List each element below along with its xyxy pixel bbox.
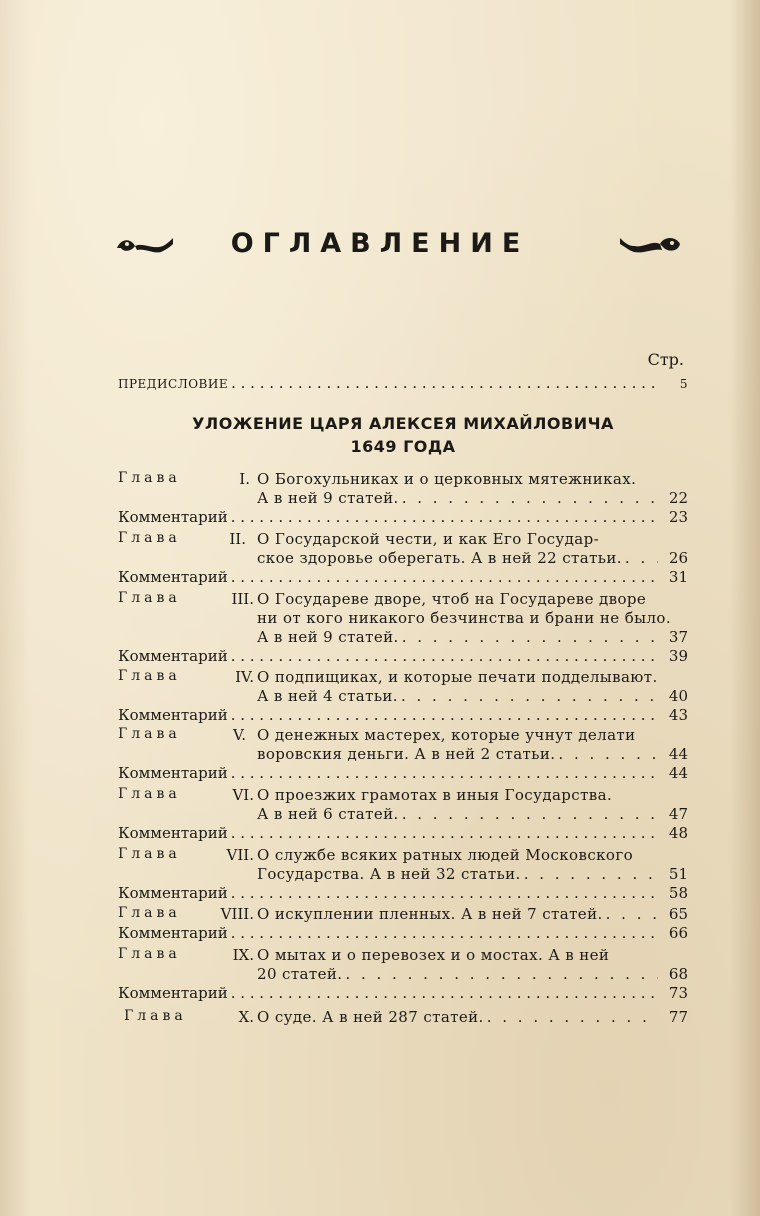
chapter-title-cont <box>257 628 688 648</box>
comment-row[interactable] <box>118 764 688 784</box>
chapter-9[interactable] <box>118 946 688 1006</box>
chapter-title: О Государеве дворе, чтоб на Государеве дворе <box>257 590 647 608</box>
leader-dots <box>399 628 658 646</box>
chapter-title-cont <box>257 805 688 825</box>
chapter-title-line2: А в ней 4 статьи. <box>257 687 398 705</box>
comment-row[interactable] <box>118 508 688 528</box>
section-title-line1: УЛОЖЕНИЕ ЦАРЯ АЛЕКСЕЯ МИХАЙЛОВИЧА <box>192 414 614 433</box>
toc-preface-row[interactable] <box>118 374 688 394</box>
chapter-label: Глава <box>118 470 181 486</box>
chapter-title-cont <box>257 687 688 707</box>
chapter-title: О Богохульниках и о церковных мятежниках. <box>257 470 637 488</box>
chapter-title: О денежных мастерех, которые учнут делати <box>257 726 636 744</box>
chapter-page: 68 <box>668 965 688 983</box>
leader-dots <box>399 805 658 823</box>
chapter-10[interactable] <box>118 1008 688 1030</box>
preface-label: ПРЕДИСЛОВИЕ <box>118 377 229 391</box>
chapter-title-cont <box>257 865 688 885</box>
section-title-line2: 1649 ГОДА <box>350 437 456 456</box>
chapter-title-line2: воровския деньги. А в ней 2 статьи. <box>257 745 556 763</box>
chapter-label: Глава <box>118 530 181 546</box>
leader-dots <box>228 568 660 586</box>
chapter-page: 51 <box>668 865 688 883</box>
chapter-page: 40 <box>668 687 688 705</box>
page-column-label: Стр. <box>647 350 684 369</box>
chapter-page: 65 <box>668 905 688 923</box>
leader-dots <box>484 1008 658 1026</box>
chapter-title-line1b: ни от кого никакого безчинства и брани не было. <box>257 609 671 627</box>
chapter-page: 47 <box>668 805 688 823</box>
leader-dots <box>228 824 660 842</box>
chapter-page: 44 <box>668 745 688 763</box>
comment-page: 48 <box>668 824 688 842</box>
chapter-title-line2: А в ней 9 статей. <box>257 628 399 646</box>
title-row <box>0 226 760 270</box>
chapter-number: VII. <box>226 846 254 864</box>
chapter-title-line2: Государства. А в ней 32 статьи. <box>257 865 521 883</box>
preface-page: 5 <box>679 377 688 391</box>
chapter-page: 22 <box>668 489 688 507</box>
chapter-title: О проезжих грамотах в иныя Государства. <box>257 786 613 804</box>
leader-dots <box>603 905 658 923</box>
chapter-title: О службе всяких ратных людей Московского <box>257 846 634 864</box>
comment-page: 43 <box>668 706 688 724</box>
chapter-label: Глава <box>118 786 181 802</box>
chapter-page: 77 <box>668 1008 688 1026</box>
leader-dots <box>398 687 658 705</box>
chapter-label: Глава <box>118 590 181 606</box>
comment-label: Комментарий <box>118 884 228 902</box>
chapter-title-cont <box>257 905 688 925</box>
chapter-label: Глава <box>124 1008 187 1024</box>
chapter-1[interactable] <box>118 470 688 530</box>
chapter-number: II. <box>229 530 246 548</box>
chapter-number: VI. <box>232 786 254 804</box>
comment-label: Комментарий <box>118 764 228 782</box>
leader-dots <box>342 965 658 983</box>
leader-dots <box>228 374 660 392</box>
chapter-title-line2: А в ней 9 статей. <box>257 489 399 507</box>
comment-row[interactable] <box>118 568 688 588</box>
comment-label: Комментарий <box>118 924 228 942</box>
chapter-5[interactable] <box>118 726 688 786</box>
comment-row[interactable] <box>118 924 688 944</box>
chapter-title: О подпищиках, и которые печати подделывают. <box>257 668 658 686</box>
chapter-label: Глава <box>118 846 181 862</box>
chapter-number: IX. <box>232 946 254 964</box>
chapter-title: О мытах и о перевозех и о мостах. А в ней <box>257 946 610 964</box>
chapter-6[interactable] <box>118 786 688 846</box>
chapter-title-cont <box>257 549 688 569</box>
comment-page: 66 <box>668 924 688 942</box>
chapter-number: IV. <box>235 668 254 686</box>
chapter-number: III. <box>231 590 254 608</box>
comment-page: 31 <box>668 568 688 586</box>
comment-page: 23 <box>668 508 688 526</box>
comment-row[interactable] <box>118 647 688 667</box>
page-title: ОГЛАВЛЕНИЕ <box>230 228 530 259</box>
comment-page: 39 <box>668 647 688 665</box>
leader-dots <box>228 508 660 526</box>
comment-row[interactable] <box>118 984 688 1004</box>
leader-dots <box>228 764 660 782</box>
chapter-title-line2: О искуплении пленных. А в ней 7 статей. <box>257 905 603 923</box>
chapter-number: X. <box>238 1008 254 1026</box>
chapter-label: Глава <box>118 905 181 921</box>
chapter-title-cont <box>257 965 688 985</box>
chapter-page: 26 <box>668 549 688 567</box>
leader-dots <box>228 706 660 724</box>
chapter-title-line2: ское здоровье оберегать. А в ней 22 статьи. <box>257 549 622 567</box>
leader-dots <box>622 549 658 567</box>
chapter-title-line2: 20 статей. <box>257 965 343 983</box>
chapter-title-cont <box>257 489 688 509</box>
leader-dots <box>228 984 660 1002</box>
chapter-label: Глава <box>118 668 181 684</box>
chapter-label: Глава <box>118 726 181 742</box>
leader-dots <box>228 647 660 665</box>
chapter-8[interactable] <box>118 905 688 945</box>
chapter-title: О Государской чести, и как Его Государ- <box>257 530 600 548</box>
leader-dots <box>228 924 660 942</box>
comment-label: Комментарий <box>118 984 228 1002</box>
chapter-3[interactable] <box>118 590 688 670</box>
chapter-title-line2: О суде. А в ней 287 статей. <box>257 1008 484 1026</box>
flourish-right-icon <box>618 234 684 258</box>
chapter-number: I. <box>239 470 250 488</box>
chapter-title-cont <box>257 1008 688 1028</box>
comment-row[interactable] <box>118 884 688 904</box>
leader-dots <box>399 489 658 507</box>
comment-page: 73 <box>668 984 688 1002</box>
leader-dots <box>521 865 658 883</box>
comment-page: 58 <box>668 884 688 902</box>
leader-dots <box>228 884 660 902</box>
chapter-2[interactable] <box>118 530 688 590</box>
comment-label: Комментарий <box>118 568 228 586</box>
chapter-number: VIII. <box>220 905 254 923</box>
chapter-7[interactable] <box>118 846 688 906</box>
comment-page: 44 <box>668 764 688 782</box>
chapter-label: Глава <box>118 946 181 962</box>
comment-label: Комментарий <box>118 706 228 724</box>
chapter-title-cont <box>257 745 688 765</box>
comment-row[interactable] <box>118 824 688 844</box>
chapter-page: 37 <box>668 628 688 646</box>
chapter-4[interactable] <box>118 668 688 728</box>
chapter-title-line2: А в ней 6 статей. <box>257 805 399 823</box>
comment-row[interactable] <box>118 706 688 726</box>
leader-dots <box>555 745 658 763</box>
comment-label: Комментарий <box>118 824 228 842</box>
chapter-number: V. <box>233 726 246 744</box>
comment-label: Комментарий <box>118 647 228 665</box>
comment-label: Комментарий <box>118 508 228 526</box>
